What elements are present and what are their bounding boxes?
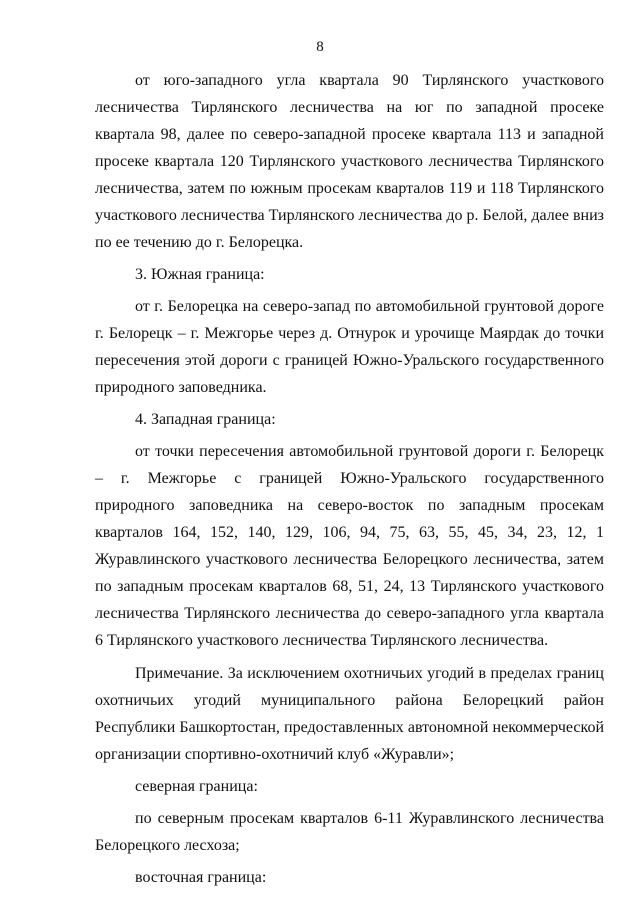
paragraph-west-boundary: от точки пересечения автомобильной грунтовой дороги г. Белорецк – г. Межгорье с границей Южно-Уральского государственного природного заповедника на северо-восток по западным просекам кварталов 164, 152, 140, 129, 106, 94, 75, 63, 55, 45, 34, 23, 12, 1 Журавлинского участкового лесничества Белорецкого лесничества, затем по западным просекам кварталов 68, 51, 24, 13 Тирлянского участкового лесничества Тирлянского лесничества до северо-западного угла квартала 6 Тирлянского участкового лесничества Тирлянского лесничества. [95, 443, 604, 649]
paragraph-south-boundary: от г. Белорецка на северо-запад по автомобильной грунтовой дороге г. Белорецк – г. Межгорье через д. Отнурок и урочище Маярдак до точки пересечения этой дороги с границей Южно-Уральского государственного природного заповедника. [95, 298, 604, 396]
paragraph-north-boundary-note: по северным просекам кварталов 6-11 Журавлинского лесничества Белорецкого лесхоза; [95, 810, 604, 854]
document-body [95, 67, 604, 891]
paragraph-east-boundary-continued: от юго-западного угла квартала 90 Тирлянского участкового лесничества Тирлянского лесничества на юг по западной просеке квартала 98, далее по северо-западной просеке квартала 113 и западной просеке квартала 120 Тирлянского участкового лесничества Тирлянского лесничества, затем по южным просекам кварталов 119 и 118 Тирлянского участкового лесничества Тирлянского лесничества до р. Белой, далее вниз по ее течению до г. Белорецка. [95, 72, 604, 251]
heading-south-boundary: 3. Южная граница: [135, 266, 265, 283]
heading-west-boundary: 4. Западная граница: [135, 411, 276, 428]
page-number: 8 [316, 39, 324, 55]
heading-north-boundary-note: северная граница: [135, 778, 258, 795]
heading-east-boundary-note: восточная граница: [135, 869, 267, 886]
paragraph-note: Примечание. За исключением охотничьих угодий в пределах границ охотничьих угодий муниципального района Белорецкий район Республики Башкортостан, предоставленных автономной некоммерческой организации спортивно-охотничий клуб «Журавли»; [95, 665, 604, 763]
